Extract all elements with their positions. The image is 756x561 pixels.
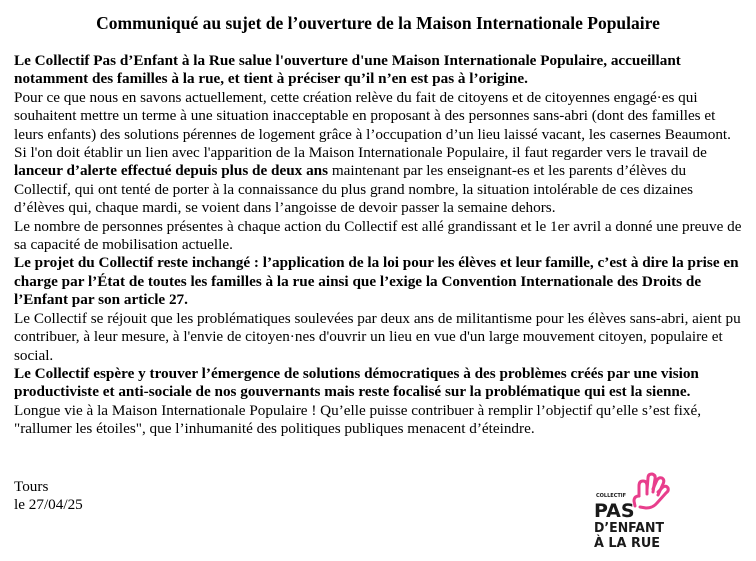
paragraph-link-emphasis: lanceur d’alerte effectué depuis plus de deux ans — [14, 162, 329, 180]
document-page — [14, 12, 742, 439]
hand-icon — [634, 474, 668, 508]
paragraph-link — [14, 144, 742, 218]
logo-line2: D’ENFANT — [594, 521, 665, 536]
signoff — [14, 478, 83, 515]
paragraph-link-start: Si l'on doit établir un lien avec l'apparition de la Maison Internationale Populaire, il faut regarder vers le travail de — [14, 144, 707, 162]
paragraph-rejoice: Le Collectif se réjouit que les problématiques soulevées par deux ans de militantisme pour les élèves sans-abri, aient pu contribuer, à leur mesure, à l'envie de citoyen·nes d'ouvrir un lieu en vue d'un large mouvement citoyen, populaire et social. — [14, 309, 741, 364]
logo-small-text: COLLECTIF — [596, 493, 627, 499]
collectif-logo — [592, 472, 672, 552]
document-body — [14, 52, 742, 439]
paragraph-hope: Le Collectif espère y trouver l’émergence de solutions démocratiques à des problèmes créés par une vision productiviste et anti-sociale de nos gouvernants mais reste focalisé sur la problématique qui est la sienne. — [14, 364, 699, 401]
logo-line3: À LA RUE — [594, 536, 661, 551]
logo-line1: PAS — [594, 500, 635, 522]
paragraph-mobilisation: Le nombre de personnes présentes à chaque action du Collectif est allé grandissant et le 1er avril a donné une preuve de sa capacité de mobilisation actuelle. — [14, 217, 742, 254]
paragraph-closing: Longue vie à la Maison Internationale Populaire ! Qu’elle puisse contribuer à remplir l’objectif qu’elle s’est fixé, "rallumer les étoiles", que l’inhumanité des politiques publiques menacent d’éteindre. — [14, 401, 701, 438]
signoff-place: Tours — [14, 478, 49, 495]
paragraph-intro: Le Collectif Pas d’Enfant à la Rue salue l'ouverture d'une Maison Internationale Populaire, accueillant notamment des familles à la rue, et tient à préciser qu’il n’en est pas à l’origine. — [14, 52, 681, 88]
paragraph-project: Le projet du Collectif reste inchangé : l’application de la loi pour les élèves et leur famille, c’est à dire la prise en charge par l’État de toutes les familles à la rue ainsi que l’exige la Convention Internationale des Droits de l’Enfant par son article 27. — [14, 254, 739, 309]
signoff-date: le 27/04/25 — [14, 496, 83, 514]
document-title: Communiqué au sujet de l’ouverture de la Maison Internationale Populaire — [96, 13, 660, 33]
paragraph-link-end: maintenant par les enseignant-es et les parents d’élèves du Collectif, qui ont tenté de porter à la connaissance du plus grand nombre, la situation intolérable de ces dizaines d’élèves qui, chaque mardi, se voient dans l’angoisse de devoir passer la semaine dehors. — [14, 162, 694, 217]
paragraph-context: Pour ce que nous en savons actuellement, cette création relève du fait de citoyens et de citoyennes engagé·es qui souhaitent mettre un terme à une situation inacceptable en proposant à des personnes sans-abri (dont des familles et leurs enfants) des solutions pérennes de logement grâce à l’occupation d’un lieu laissé vacant, les casernes Beaumont. — [14, 88, 731, 143]
